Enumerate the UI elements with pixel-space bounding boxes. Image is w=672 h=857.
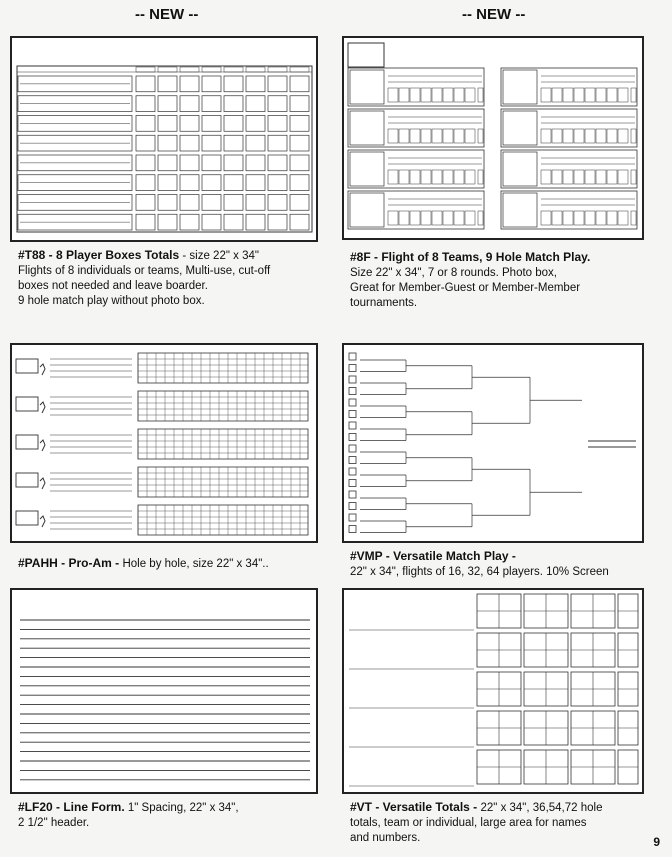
product-image-t88 <box>10 36 318 242</box>
caption-lf20: #LF20 - Line Form. 1" Spacing, 22" x 34", 2 1/2" header. <box>18 800 239 829</box>
caption-pahh: #PAHH - Pro-Am - Hole by hole, size 22" x 34".. <box>18 556 269 570</box>
product-image-vt <box>342 588 644 794</box>
new-label-right: -- NEW -- <box>462 6 526 23</box>
caption-vt: #VT - Versatile Totals - 22" x 34", 36,54,72 hole totals, team or individual, large area for names and numbers. <box>350 800 603 844</box>
product-image-pahh <box>10 343 318 543</box>
product-image-vmp <box>342 343 644 543</box>
caption-t88: #T88 - 8 Player Boxes Totals - size 22" x 34" Flights of 8 individuals or teams, Multi-use, cut-off boxes not needed and leave boarder. 9 hole match play without photo box. <box>18 248 271 307</box>
caption-vmp: #VMP - Versatile Match Play - 22" x 34", flights of 16, 32, 64 players. 10% Screen <box>350 549 609 578</box>
page-number: 9 <box>653 835 660 849</box>
product-image-8f <box>342 36 644 240</box>
caption-8f: #8F - Flight of 8 Teams, 9 Hole Match Play. Size 22" x 34", 7 or 8 rounds. Photo box, Great for Member-Guest or Member-Member tournaments. <box>350 250 591 309</box>
new-label-left: -- NEW -- <box>135 6 199 23</box>
product-image-lf20 <box>10 588 318 794</box>
